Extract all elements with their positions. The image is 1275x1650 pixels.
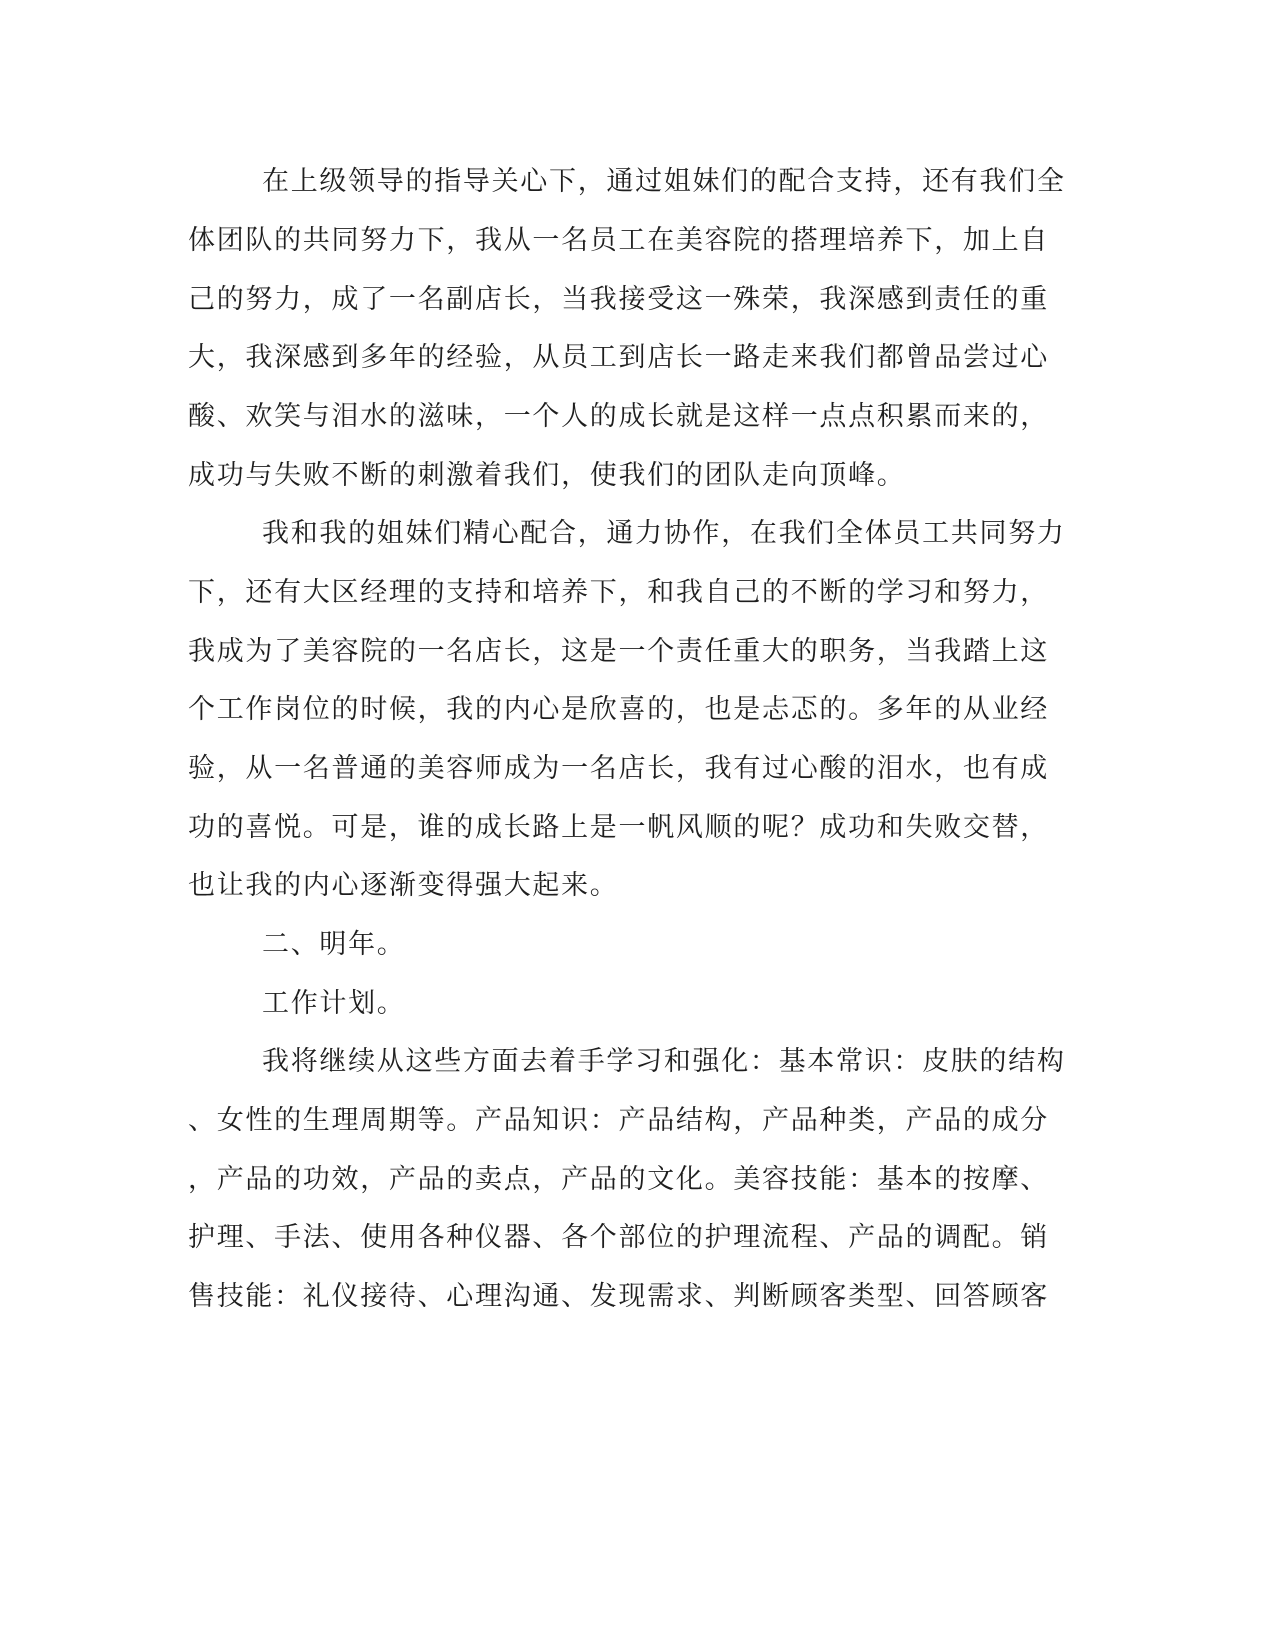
paragraph-2-line-1: 我和我的姐妹们精心配合，通力协作，在我们全体员工共同努力 [262,518,1066,549]
paragraph-1-line-3: 己的努力，成了一名副店长，当我接受这一殊荣，我深感到责任的重 [188,284,1049,315]
paragraph-1-line-5: 酸、欢笑与泪水的滋味，一个人的成长就是这样一点点积累而来的， [188,401,1049,432]
paragraph-3-line-5: 售技能：礼仪接待、心理沟通、发现需求、判断顾客类型、回答顾客 [188,1281,1049,1312]
paragraph-2-line-2: 下，还有大区经理的支持和培养下，和我自己的不断的学习和努力， [188,577,1049,608]
paragraph-3-line-4: 护理、手法、使用各种仪器、各个部位的护理流程、产品的调配。销 [188,1222,1049,1253]
paragraph-1-line-1: 在上级领导的指导关心下，通过姐妹们的配合支持，还有我们全 [262,166,1066,197]
paragraph-1-line-6: 成功与失败不断的刺激着我们，使我们的团队走向顶峰。 [188,460,906,491]
paragraph-3-line-3: ，产品的功效，产品的卖点，产品的文化。美容技能：基本的按摩、 [188,1164,1049,1195]
paragraph-1-line-4: 大，我深感到多年的经验，从员工到店长一路走来我们都曾品尝过心 [188,342,1049,373]
section-subheading: 工作计划。 [262,988,406,1019]
paragraph-2-line-3: 我成为了美容院的一名店长，这是一个责任重大的职务，当我踏上这 [188,636,1049,667]
paragraph-3-line-2: 、女性的生理周期等。产品知识：产品结构，产品种类，产品的成分 [188,1105,1049,1136]
paragraph-2-line-5: 验，从一名普通的美容师成为一名店长，我有过心酸的泪水，也有成 [188,753,1049,784]
paragraph-3-line-1: 我将继续从这些方面去着手学习和强化：基本常识：皮肤的结构 [262,1046,1066,1077]
section-heading: 二、明年。 [262,929,406,960]
paragraph-2-line-7: 也让我的内心逐渐变得强大起来。 [188,870,619,901]
paragraph-2-line-6: 功的喜悦。可是，谁的成长路上是一帆风顺的呢？成功和失败交替， [188,812,1049,843]
paragraph-1-line-2: 体团队的共同努力下，我从一名员工在美容院的搭理培养下，加上自 [188,225,1049,256]
paragraph-2-line-4: 个工作岗位的时候，我的内心是欣喜的，也是忐忑的。多年的从业经 [188,694,1049,725]
